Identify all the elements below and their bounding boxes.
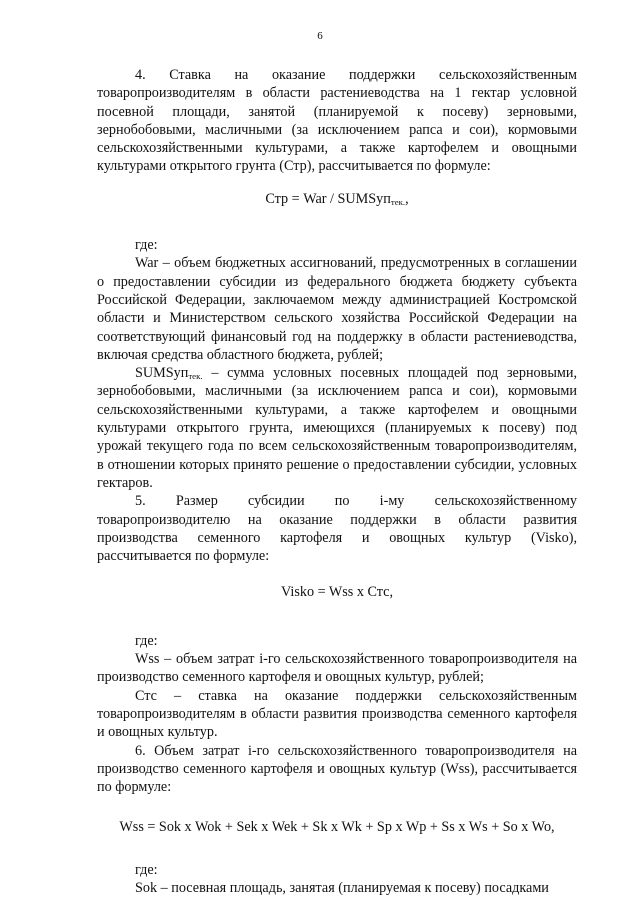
page-number: 6 (317, 30, 323, 42)
where-label: где: (135, 861, 158, 878)
sums-definition (97, 364, 577, 492)
sums-subscript: тек. (188, 371, 203, 382)
document-body (97, 66, 577, 897)
paragraph-6: 6. Объем затрат i-го сельскохозяйственного товаропроизводителя на производство семенного картофеля и овощных культур (Wss), рассчитывается по формуле: (97, 742, 577, 796)
formula-wss: Wss = Sok x Wok + Sek x Wek + Sk x Wk + Sp x Wp + Ss x Ws + So x Wo, (119, 819, 555, 836)
wss-definition: Wss – объем затрат i-го сельскохозяйственного товаропроизводителя на производство семенного картофеля и овощных культур, рублей; (97, 651, 577, 686)
formula-str-tail: , (405, 190, 409, 207)
paragraph-4: 4. Ставка на оказание поддержки сельскохозяйственным товаропроизводителям в области растениеводства на 1 гектар условной посевной площади, занятой (планируемой к посеву) зерновыми, зернобобовыми, масличными (за исключением рапса и сои), кормовыми сельскохозяйственными культурами, а также картофелем и овощными культурами открытого грунта (Стр), рассчитывается по формуле: (97, 67, 577, 175)
war-definition: War – объем бюджетных ассигнований, предусмотренных в соглашении о предоставлении субсидии из федерального бюджета бюджету субъекта Российской Федерации, заключаемом между администрацией Костромской области и Министерством сельского хозяйства Российской Федерации на соответствующий финансовый год на поддержку в области растениеводства, включая средства областного бюджета, рублей; (97, 255, 577, 363)
where-label: где: (135, 237, 158, 254)
where-label: где: (135, 632, 158, 649)
paragraph-5: 5. Размер субсидии по i-му сельскохозяйственному товаропроизводителю на оказание поддержки в области развития производства семенного картофеля и овощных культур (Visko), рассчитывается по формуле: (97, 493, 577, 565)
sok-definition: Sok – посевная площадь, занятая (планируемая к посеву) посадками (135, 879, 549, 896)
formula-str (97, 190, 577, 208)
sums-term: SUMSуп (135, 365, 189, 382)
formula-str-main: Стр = War / SUMSуп (265, 190, 391, 207)
formula-visko: Visko = Wss x Стс, (281, 584, 393, 601)
formula-str-subscript: тек. (390, 196, 406, 207)
sums-text: – сумма условных посевных площадей под зерновыми, зернобобовыми, масличными (за исключением рапса и сои), кормовыми сельскохозяйственными культурами, а также картофелем и овощными культурами открытого грунта, имеющихся (планируемых к посеву) под урожай текущего года по всем сельскохозяйственным товаропроизводителям, в отношении которых принято решение о предоставлении субсидии, условных гектаров. (97, 365, 577, 491)
stc-definition: Стс – ставка на оказание поддержки сельскохозяйственным товаропроизводителям в области развития производства семенного картофеля и овощных культур. (97, 687, 577, 741)
